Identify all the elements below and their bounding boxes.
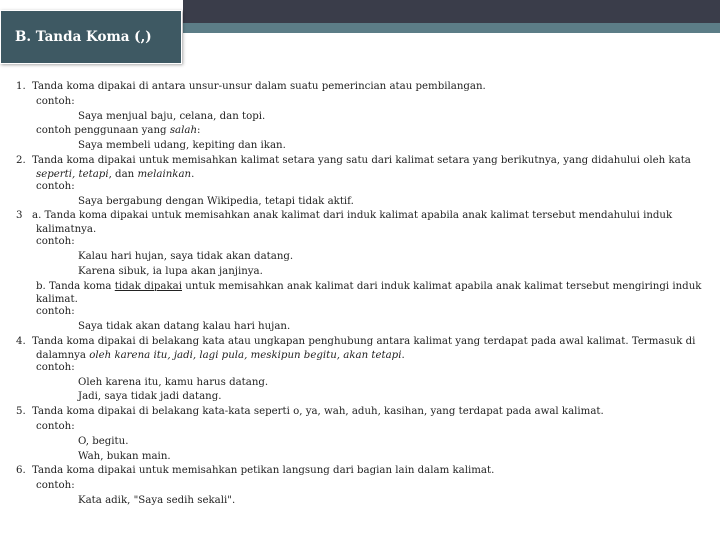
item-5-example-2: Wah, bukan main.: [78, 450, 171, 462]
italic-fragment: salah: [169, 125, 198, 137]
item-6-main: [16, 464, 706, 479]
top-dark-bar: [183, 0, 720, 23]
title-box: [0, 10, 182, 64]
item-number: 2.: [16, 154, 26, 166]
text-fragment: .: [191, 168, 195, 180]
item-3a-continuation: kalimatnya.: [36, 224, 97, 236]
item-5-main: [16, 405, 706, 420]
text-fragment: .: [401, 349, 405, 361]
item-number: 5.: [16, 406, 26, 418]
item-text: Tanda koma dipakai untuk memisahkan petikan langsung dari bagian lain dalam kalimat.: [32, 465, 495, 477]
item-3a-example-1: Kalau hari hujan, saya tidak akan datang.: [78, 250, 294, 262]
item-2-continuation: [16, 169, 706, 180]
text-fragment: dalamnya: [36, 349, 90, 361]
text-fragment: untuk memisahkan anak kalimat dari induk kalimat apabila anak kalimat tersebut mengiringi induk: [182, 280, 702, 292]
content-body: [16, 80, 706, 509]
item-5-contoh-label: contoh:: [36, 420, 75, 432]
underlined-fragment: tidak dipakai: [114, 280, 182, 292]
item-text: a. Tanda koma dipakai untuk memisahkan anak kalimat dari induk kalimat apabila anak kalimat tersebut mendahului induk: [32, 210, 673, 222]
item-3b-example-1: Saya tidak akan datang kalau hari hujan.: [78, 321, 291, 333]
item-1-main: [16, 80, 706, 95]
item-6-example-1: Kata adik, "Saya sedih sekali".: [78, 494, 236, 506]
item-2-example-1: Saya bergabung dengan Wikipedia, tetapi tidak aktif.: [78, 195, 354, 207]
italic-fragment: oleh karena itu, jadi, lagi pula, meskipun begitu, akan tetapi: [89, 349, 402, 361]
item-3b-contoh-label: contoh:: [36, 306, 75, 318]
item-2-contoh-label: contoh:: [36, 180, 75, 192]
item-6-contoh-label: contoh:: [36, 480, 75, 492]
item-number: 4.: [16, 335, 26, 347]
item-number: 3: [16, 210, 23, 222]
item-text: Tanda koma dipakai untuk memisahkan kalimat setara yang satu dari kalimat setara yang berikutnya, yang didahului oleh kata: [32, 154, 691, 166]
text-fragment: contoh penggunaan yang: [36, 125, 170, 137]
italic-fragment: melainkan: [137, 168, 192, 180]
teal-accent-strip: [183, 23, 720, 33]
item-1-example-2: Saya membeli udang, kepiting dan ikan.: [78, 140, 286, 152]
item-2-main: [16, 154, 706, 169]
text-fragment: b. Tanda koma: [36, 280, 115, 292]
item-4-main: [16, 335, 706, 350]
item-text: Tanda koma dipakai di belakang kata atau ungkapan penghubung antara kalimat yang terdapat pada awal kalimat. Termasuk di: [32, 335, 696, 347]
item-4-example-2: Jadi, saya tidak jadi datang.: [78, 391, 222, 403]
slide-title: B. Tanda Koma (,): [15, 29, 152, 45]
item-number: 6.: [16, 465, 26, 477]
item-5-example-1: O, begitu.: [78, 435, 129, 447]
item-1-contoh-label: contoh:: [36, 95, 75, 107]
item-3b-main: [16, 280, 706, 295]
item-number: 1.: [16, 81, 26, 92]
item-3b-continuation: kalimat.: [36, 294, 78, 306]
item-4-example-1: Oleh karena itu, kamu harus datang.: [78, 376, 269, 388]
item-3a-example-2: Karena sibuk, ia lupa akan janjinya.: [78, 265, 263, 277]
item-text: Tanda koma dipakai di antara unsur-unsur dalam suatu pemerincian atau pembilangan.: [32, 81, 486, 92]
item-1-example-1: Saya menjual baju, celana, dan topi.: [78, 110, 266, 122]
italic-fragment: seperti, tetapi: [36, 168, 109, 180]
text-fragment: , dan: [108, 168, 138, 180]
item-4-contoh-label: contoh:: [36, 361, 75, 373]
item-3a-contoh-label: contoh:: [36, 236, 75, 248]
item-4-continuation: [16, 350, 706, 361]
item-text: Tanda koma dipakai di belakang kata-kata seperti o, ya, wah, aduh, kasihan, yang terdapat pada awal kalimat.: [32, 406, 604, 418]
text-fragment: :: [197, 125, 201, 137]
item-3a-main: [16, 209, 706, 224]
item-1-contoh-salah-label: [16, 124, 706, 139]
